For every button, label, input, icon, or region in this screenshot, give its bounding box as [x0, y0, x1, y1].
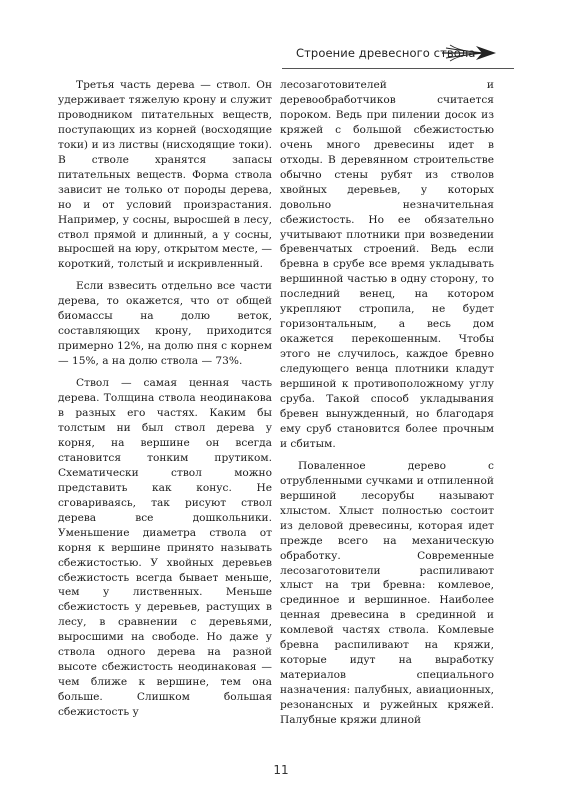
arrow-icon — [440, 42, 498, 64]
paragraph-continuation: лесозаготовителей и деревообработчиков считается пороком. Ведь при пилении досок из кряжей с большой сбежистостью очень много древесины идет в отходы. В деревянном строительстве обычно стены рубят из стволов хвойных деревьев, у которых довольно незначительная сбежистость. Но ее обязательно учитывают плотники при возведении бревенчатых строений. Ведь если бревна в срубе все время укладывать вершинной частью в одну сторону, то последний венец, на котором укрепляют стропила, не будет горизонтальным, а весь дом окажется перекошенным. Чтобы этого не случилось, каждое бревно следующего венца плотники кладут вершиной к противоположному углу сруба. Такой способ укладывания бревен вынужденный, но благодаря ему сруб становится более прочным и сбитым. — [280, 79, 494, 450]
paragraph: Если взвесить отдельно все части дерева, то окажется, что от общей биомассы на долю веток, составляющих крону, приходится примерно 12%, на долю пня с корнем — 15%, а на долю ствола — 73%. — [58, 280, 272, 368]
right-column — [280, 78, 494, 735]
paragraph: Ствол — самая ценная часть дерева. Толщина ствола неодинакова в разных его частях. Каким бы толстым ни был ствол дерева у корня, на вершине он всегда становится тонким прутиком. Схематически ствол можно представить как конус. Не сговариваясь, так рисуют ствол дерева все дошкольники. Уменьшение диаметра ствола от корня к вершине принято называть сбежистостью. У хвойных деревьев сбежистость всегда бывает меньше, чем у лиственных. Меньше сбежистость у деревьев, растущих в лесу, в сравнении с деревьями, выросшими на свободе. Но даже у ствола одного дерева на разной высоте сбежистость неодинаковая — чем ближе к вершине, тем она больше. Слишком большая сбежистость у — [58, 377, 272, 719]
page-number: 11 — [273, 763, 289, 777]
header-rule — [282, 68, 514, 69]
paragraph: Третья часть дерева — ствол. Он удерживает тяжелую крону и служит проводником питательных веществ, поступающих из корней (восходящие токи) и из листвы (нисходящие токи). В стволе хранятся запасы питательных веществ. Форма ствола зависит не только от породы дерева, но и от условий произрастания. Например, у сосны, выросшей в лесу, ствол прямой и длинный, а у сосны, выросшей на юру, открытом месте, — короткий, толстый и искривленный. — [58, 79, 272, 271]
running-title: Строение древесного ствола — [296, 46, 476, 60]
left-column — [58, 78, 272, 727]
paragraph: Поваленное дерево с отрубленными сучками и отпиленной вершиной лесорубы называют хлыстом. Хлыст полностью состоит из деловой древесины, которая идет прежде всего на механическую обработку. Современные лесозаготовители распиливают хлыст на три бревна: комлевое, срединное и вершинное. Наиболее ценная древесина в срединной и комлевой частях ствола. Комлевые бревна распиливают на кряжи, которые идут на выработку материалов специального назначения: палубных, авиационных, резонансных и ружейных кряжей. Палубные кряжи длиной — [280, 459, 494, 727]
